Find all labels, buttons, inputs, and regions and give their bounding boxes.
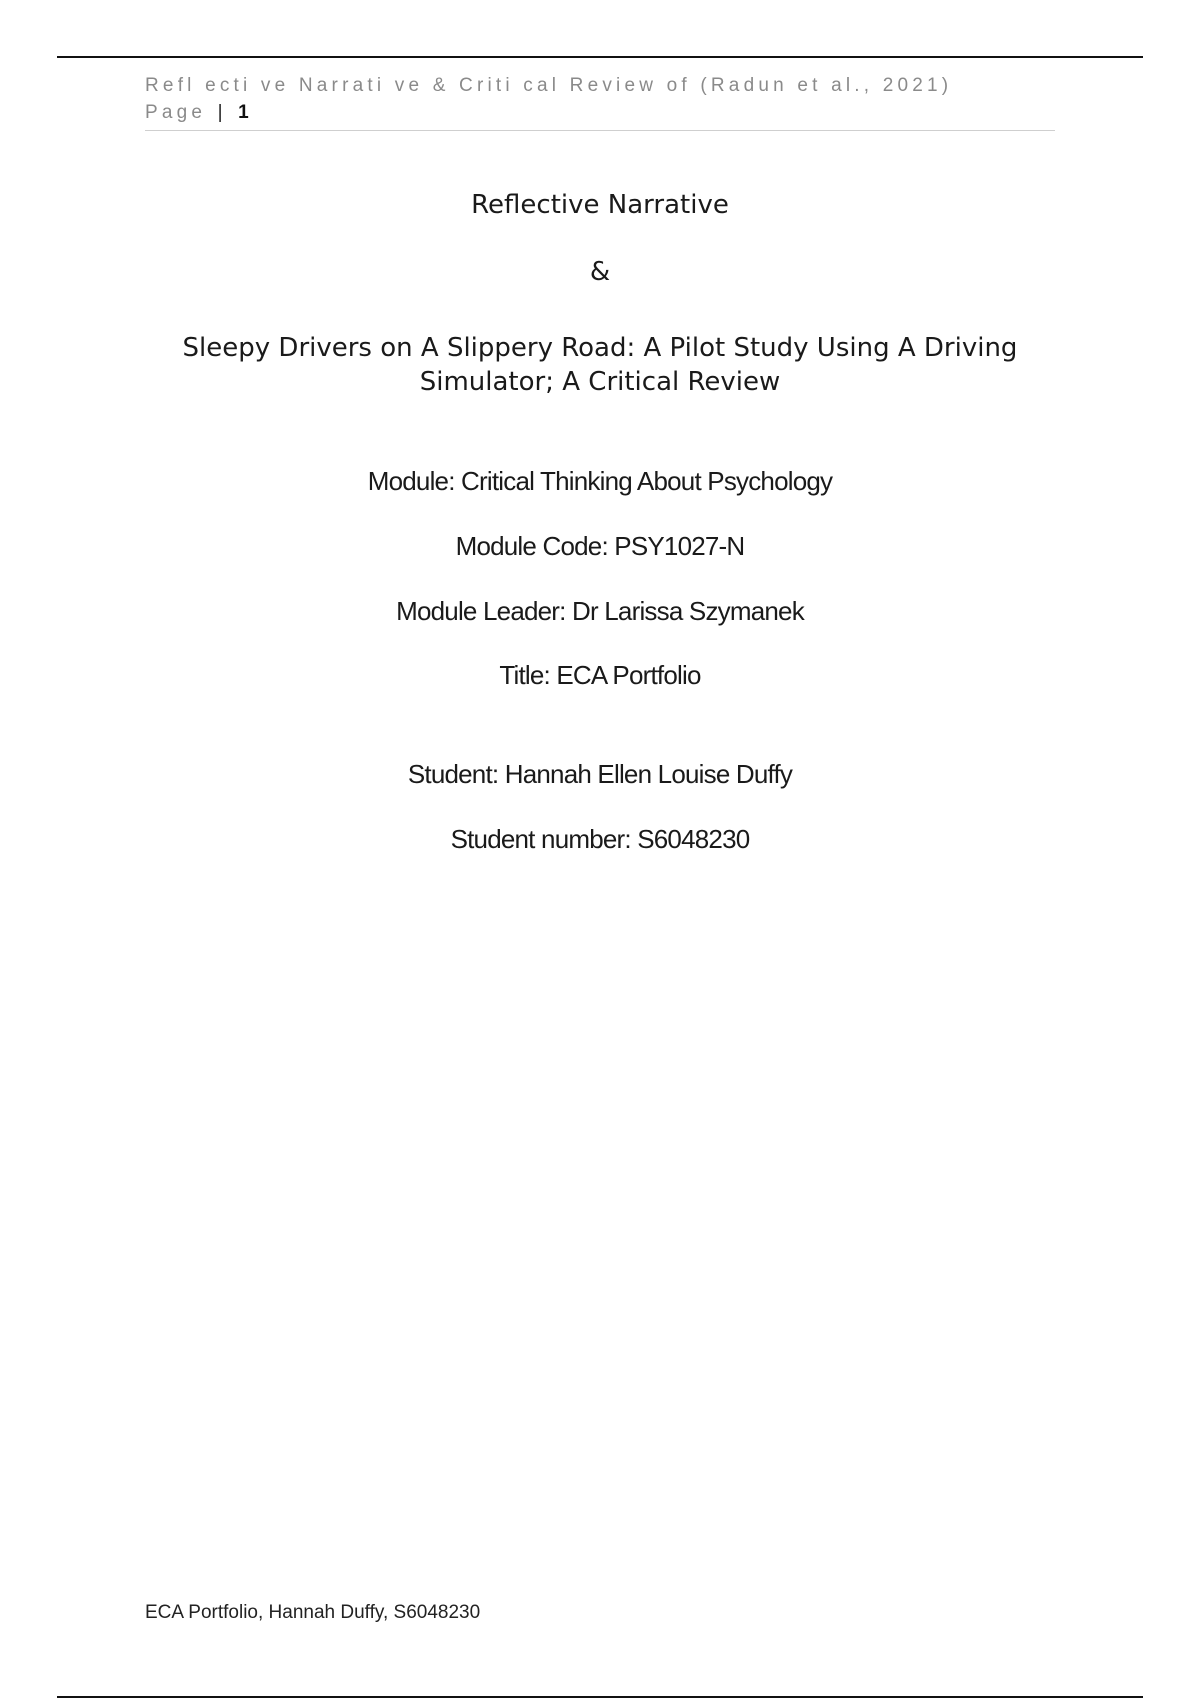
running-footer: ECA Portfolio, Hannah Duffy, S6048230	[145, 1602, 481, 1623]
title-ampersand: &	[589, 257, 611, 287]
review-title	[145, 331, 1055, 399]
student-name: Student: Hannah Ellen Louise Duffy	[407, 759, 793, 789]
bottom-border-rule	[57, 1696, 1143, 1698]
module-code: Module Code: PSY1027-N	[455, 531, 745, 561]
module-name: Module: Critical Thinking About Psychology	[367, 466, 833, 496]
running-header-title: Refl ecti ve Narrati ve & Criti cal Review of (Radun et al., 2021)	[145, 75, 953, 96]
module-leader: Module Leader: Dr Larissa Szymanek	[396, 596, 804, 626]
review-title-line-2: Simulator; A Critical Review	[419, 367, 781, 397]
review-title-line-1: Sleepy Drivers on A Slippery Road: A Pilot Study Using A Driving	[182, 333, 1018, 363]
running-header	[145, 72, 1055, 131]
page-label: Page	[145, 102, 207, 123]
top-border-rule	[57, 56, 1143, 58]
assignment-title: Title: ECA Portfolio	[499, 660, 701, 690]
student-number: Student number: S6048230	[450, 824, 750, 854]
page-number: 1	[238, 102, 249, 123]
page-indicator	[145, 99, 1055, 126]
document-title: Reflective Narrative	[471, 190, 729, 220]
page-separator: |	[217, 102, 223, 123]
